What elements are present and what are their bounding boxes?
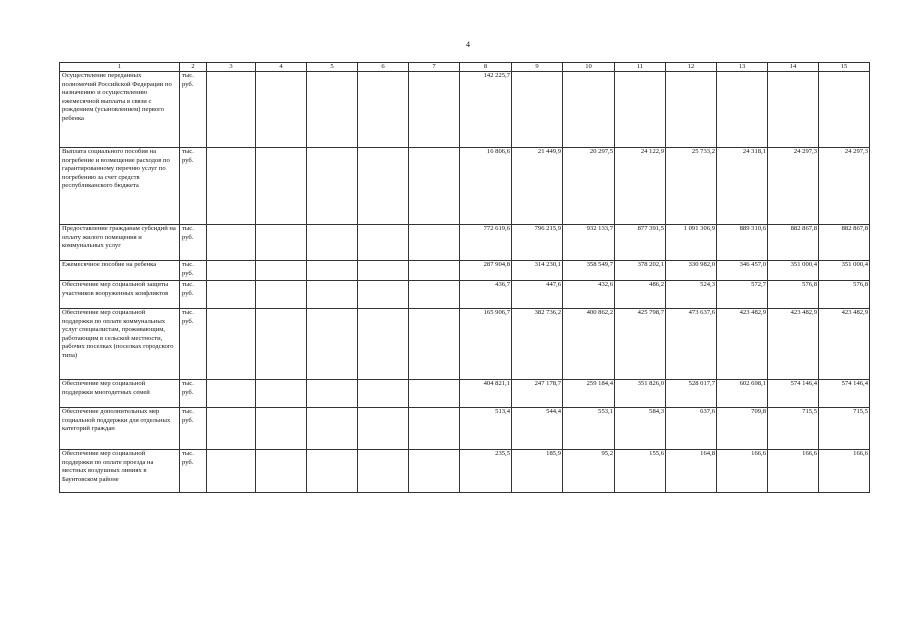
empty-cell: [307, 408, 358, 450]
value-cell: 378 202,1: [615, 261, 666, 281]
empty-cell: [207, 450, 256, 493]
empty-cell: [256, 309, 307, 380]
value-cell: 1 091 306,9: [666, 225, 717, 261]
column-header: 15: [819, 63, 870, 72]
value-cell: 351 000,4: [768, 261, 819, 281]
value-cell: 544,4: [512, 408, 563, 450]
value-cell: 164,8: [666, 450, 717, 493]
value-cell: 709,8: [717, 408, 768, 450]
value-cell: 572,7: [717, 281, 768, 309]
value-cell: 882 867,8: [819, 225, 870, 261]
empty-cell: [207, 148, 256, 225]
value-cell: 16 806,6: [460, 148, 512, 225]
value-cell: [512, 72, 563, 148]
row-name: Выплата социального пособия на погребение и возмещение расходов по гарантированному перечню услуг по погребению за счет средств республиканского бюджета: [60, 148, 180, 225]
header-row: [60, 63, 870, 72]
empty-cell: [256, 225, 307, 261]
table-row: [60, 281, 870, 309]
value-cell: [819, 72, 870, 148]
value-cell: 932 133,7: [563, 225, 615, 261]
row-unit: тыс. руб.: [180, 261, 207, 281]
value-cell: [666, 72, 717, 148]
row-unit: тыс. руб.: [180, 72, 207, 148]
value-cell: 351 826,0: [615, 380, 666, 408]
value-cell: 24 122,9: [615, 148, 666, 225]
value-cell: 166,6: [768, 450, 819, 493]
empty-cell: [256, 408, 307, 450]
value-cell: 882 867,8: [768, 225, 819, 261]
value-cell: [615, 72, 666, 148]
value-cell: [563, 72, 615, 148]
column-header: 6: [358, 63, 409, 72]
value-cell: 432,6: [563, 281, 615, 309]
value-cell: 715,5: [819, 408, 870, 450]
value-cell: 21 449,9: [512, 148, 563, 225]
row-unit: тыс. руб.: [180, 380, 207, 408]
row-name: Осуществление переданных полномочий Российской Федерации по назначению и осуществлению ежемесячной выплаты в связи с рождением (усыновлением) первого ребенка: [60, 72, 180, 148]
column-header: 14: [768, 63, 819, 72]
empty-cell: [358, 281, 409, 309]
empty-cell: [307, 72, 358, 148]
value-cell: 715,5: [768, 408, 819, 450]
column-header: 1: [60, 63, 180, 72]
row-unit: тыс. руб.: [180, 408, 207, 450]
value-cell: 473 637,6: [666, 309, 717, 380]
empty-cell: [358, 225, 409, 261]
column-header: 3: [207, 63, 256, 72]
value-cell: 584,3: [615, 408, 666, 450]
value-cell: 576,8: [768, 281, 819, 309]
row-name: Обеспечение дополнительных мер социальной поддержки для отдельных категорий граждан: [60, 408, 180, 450]
value-cell: 358 549,7: [563, 261, 615, 281]
table-row: [60, 309, 870, 380]
value-cell: 423 482,9: [768, 309, 819, 380]
column-header: 10: [563, 63, 615, 72]
value-cell: 553,1: [563, 408, 615, 450]
value-cell: 524,3: [666, 281, 717, 309]
value-cell: 24 318,1: [717, 148, 768, 225]
value-cell: 287 904,8: [460, 261, 512, 281]
value-cell: 25 733,2: [666, 148, 717, 225]
value-cell: 351 000,4: [819, 261, 870, 281]
empty-cell: [307, 450, 358, 493]
empty-cell: [256, 72, 307, 148]
value-cell: 95,2: [563, 450, 615, 493]
value-cell: 486,2: [615, 281, 666, 309]
column-header: 9: [512, 63, 563, 72]
column-header: 13: [717, 63, 768, 72]
column-header: 5: [307, 63, 358, 72]
empty-cell: [409, 225, 460, 261]
value-cell: 24 297,3: [768, 148, 819, 225]
value-cell: 382 736,2: [512, 309, 563, 380]
value-cell: 166,6: [819, 450, 870, 493]
row-unit: тыс. руб.: [180, 281, 207, 309]
value-cell: 423 482,9: [819, 309, 870, 380]
value-cell: 247 178,7: [512, 380, 563, 408]
value-cell: 602 698,1: [717, 380, 768, 408]
value-cell: 574 146,4: [819, 380, 870, 408]
empty-cell: [409, 281, 460, 309]
table-row: [60, 380, 870, 408]
column-header: 4: [256, 63, 307, 72]
page-number: 4: [466, 40, 470, 49]
value-cell: 346 457,0: [717, 261, 768, 281]
empty-cell: [358, 309, 409, 380]
empty-cell: [256, 450, 307, 493]
empty-cell: [358, 450, 409, 493]
column-header: 11: [615, 63, 666, 72]
row-name: Обеспечение мер социальной поддержки многодетных семей: [60, 380, 180, 408]
value-cell: 330 982,0: [666, 261, 717, 281]
value-cell: 576,8: [819, 281, 870, 309]
empty-cell: [409, 450, 460, 493]
value-cell: 155,6: [615, 450, 666, 493]
empty-cell: [409, 380, 460, 408]
empty-cell: [358, 261, 409, 281]
empty-cell: [207, 380, 256, 408]
table-row: [60, 225, 870, 261]
data-table: [59, 62, 870, 493]
value-cell: 574 146,4: [768, 380, 819, 408]
value-cell: 259 184,4: [563, 380, 615, 408]
column-header: 7: [409, 63, 460, 72]
value-cell: 637,6: [666, 408, 717, 450]
value-cell: 447,6: [512, 281, 563, 309]
value-cell: 165 906,7: [460, 309, 512, 380]
row-name: Обеспечение мер социальной поддержки по оплате проезда на местных воздушных линиях в Баунтовском районе: [60, 450, 180, 493]
value-cell: 185,9: [512, 450, 563, 493]
empty-cell: [358, 72, 409, 148]
empty-cell: [207, 281, 256, 309]
column-header: 8: [460, 63, 512, 72]
value-cell: 166,6: [717, 450, 768, 493]
row-name: Предоставление гражданам субсидий на оплату жилого помещения и коммунальных услуг: [60, 225, 180, 261]
value-cell: [768, 72, 819, 148]
value-cell: 425 798,7: [615, 309, 666, 380]
value-cell: 314 230,1: [512, 261, 563, 281]
value-cell: 513,4: [460, 408, 512, 450]
empty-cell: [207, 408, 256, 450]
value-cell: 142 225,7: [460, 72, 512, 148]
table-row: [60, 408, 870, 450]
column-header: 12: [666, 63, 717, 72]
value-cell: 436,7: [460, 281, 512, 309]
empty-cell: [409, 309, 460, 380]
row-unit: тыс. руб.: [180, 225, 207, 261]
value-cell: 404 821,1: [460, 380, 512, 408]
value-cell: [717, 72, 768, 148]
row-name: Обеспечение мер социальной поддержки по оплате коммунальных услуг специалистам, проживающим, работающим в сельской местности, рабочих поселках (поселках городского типа): [60, 309, 180, 380]
empty-cell: [409, 408, 460, 450]
value-cell: 24 297,3: [819, 148, 870, 225]
empty-cell: [256, 148, 307, 225]
value-cell: 889 310,6: [717, 225, 768, 261]
row-name: Ежемесячное пособие на ребенка: [60, 261, 180, 281]
value-cell: 423 482,9: [717, 309, 768, 380]
value-cell: 528 017,7: [666, 380, 717, 408]
empty-cell: [409, 261, 460, 281]
value-cell: 20 297,5: [563, 148, 615, 225]
value-cell: 772 619,6: [460, 225, 512, 261]
empty-cell: [256, 261, 307, 281]
empty-cell: [207, 261, 256, 281]
value-cell: 796 215,9: [512, 225, 563, 261]
row-unit: тыс. руб.: [180, 148, 207, 225]
empty-cell: [307, 380, 358, 408]
table-row: [60, 261, 870, 281]
empty-cell: [358, 148, 409, 225]
value-cell: 235,5: [460, 450, 512, 493]
empty-cell: [307, 281, 358, 309]
table-row: [60, 72, 870, 148]
empty-cell: [409, 148, 460, 225]
row-name: Обеспечение мер социальной защиты участников вооруженных конфликтов: [60, 281, 180, 309]
empty-cell: [307, 309, 358, 380]
empty-cell: [207, 225, 256, 261]
row-unit: тыс. руб.: [180, 309, 207, 380]
table-row: [60, 148, 870, 225]
empty-cell: [207, 72, 256, 148]
empty-cell: [256, 281, 307, 309]
empty-cell: [358, 380, 409, 408]
empty-cell: [256, 380, 307, 408]
column-header: 2: [180, 63, 207, 72]
table-row: [60, 450, 870, 493]
empty-cell: [307, 148, 358, 225]
row-unit: тыс. руб.: [180, 450, 207, 493]
empty-cell: [358, 408, 409, 450]
empty-cell: [307, 225, 358, 261]
empty-cell: [409, 72, 460, 148]
value-cell: 400 862,2: [563, 309, 615, 380]
empty-cell: [207, 309, 256, 380]
empty-cell: [307, 261, 358, 281]
value-cell: 877 391,5: [615, 225, 666, 261]
